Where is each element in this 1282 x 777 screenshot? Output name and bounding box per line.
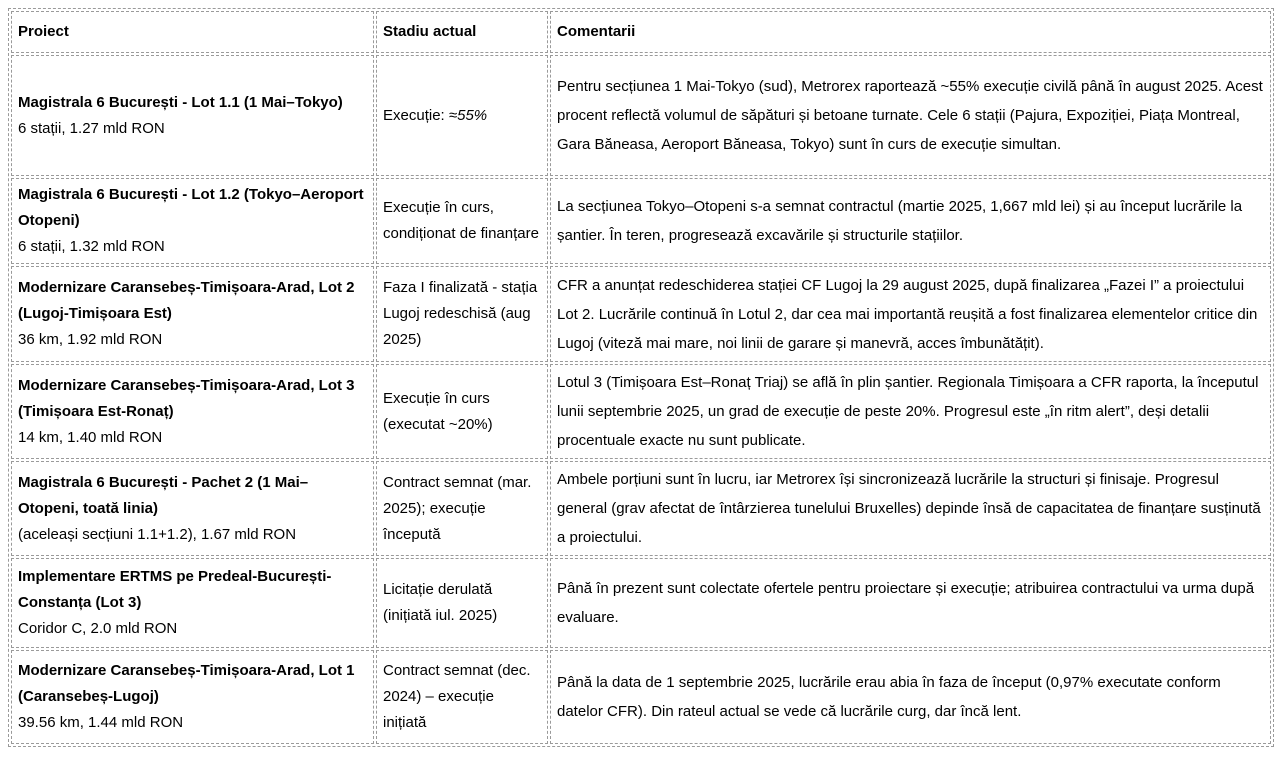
project-cell: [11, 558, 374, 648]
column-header-proiect: Proiect: [11, 11, 374, 53]
project-title: Modernizare Caransebeș-Timișoara-Arad, Lot 3 (Timișoara Est-Ronaț): [18, 376, 355, 420]
status-cell: Licitație derulată (inițiată iul. 2025): [376, 558, 548, 648]
project-subtitle: 36 km, 1.92 mld RON: [18, 331, 163, 348]
project-cell: [11, 364, 374, 459]
project-subtitle: 14 km, 1.40 mld RON: [18, 428, 163, 446]
status-cell: Execuție în curs (executat ~20%): [376, 364, 548, 459]
project-title: Modernizare Caransebeș-Timișoara-Arad, Lot 1 (Caransebeș-Lugoj): [18, 662, 355, 705]
table-row: [11, 461, 1271, 556]
project-title: Modernizare Caransebeș-Timișoara-Arad, Lot 2 (Lugoj-Timișoara Est): [18, 279, 355, 322]
project-subtitle: Coridor C, 2.0 mld RON: [18, 620, 178, 637]
comment-cell: La secțiunea Tokyo–Otopeni s-a semnat contractul (martie 2025, 1,667 mld lei) și au început lucrările la șantier. În teren, progresează excavările și structurile stațiilor.: [550, 178, 1271, 264]
table-row: [11, 55, 1271, 176]
comment-cell: Până la data de 1 septembrie 2025, lucrările erau abia în faza de început (0,97% executate conform datelor CFR). Din rateul actual se vede că lucrările curg, dar încă lent.: [550, 650, 1271, 744]
comment-cell: Până în prezent sunt colectate ofertele pentru proiectare și execuție; atribuirea contractului va urma după evaluare.: [550, 558, 1271, 648]
table-row: [11, 364, 1271, 459]
status-cell: Execuție în curs, condiționat de finanțare: [376, 178, 548, 264]
status-cell: [376, 55, 548, 176]
column-header-stadiu-actual: Stadiu actual: [376, 11, 548, 53]
project-cell: [11, 55, 374, 176]
project-subtitle: 39.56 km, 1.44 mld RON: [18, 714, 184, 731]
status-text-italic: ≈55%: [448, 106, 488, 124]
comment-cell: Pentru secțiunea 1 Mai-Tokyo (sud), Metrorex raportează ~55% execuție civilă până în august 2025. Acest procent reflectă volumul de săpături și betoane turnate. Cele 6 stații (Pajura, Expoziției, Piața Montreal, Gara Băneasa, Aeroport Băneasa, Tokyo) sunt în curs de execuție simultan.: [550, 55, 1271, 176]
table-row: [11, 266, 1271, 362]
comment-cell: CFR a anunțat redeschiderea stației CF Lugoj la 29 august 2025, după finalizarea „Fazei I” a proiectului Lot 2. Lucrările continuă în Lotul 2, dar cea mai importantă reușită a fost finalizarea elementelor critice din Lugoj (viteză mai mare, noi linii de garare și manevră, acces îmbunătățit).: [550, 266, 1271, 362]
status-text: Execuție:: [383, 106, 449, 124]
column-header-comentarii: Comentarii: [550, 11, 1271, 53]
table-header-row: [11, 11, 1271, 53]
table-row: [11, 178, 1271, 264]
project-cell: [11, 178, 374, 264]
project-title: Magistrala 6 București - Lot 1.1 (1 Mai–Tokyo): [18, 93, 343, 111]
project-cell: [11, 461, 374, 556]
table-row: [11, 558, 1271, 648]
project-cell: [11, 650, 374, 744]
comment-cell: Lotul 3 (Timișoara Est–Ronaț Triaj) se află în plin șantier. Regionala Timișoara a CFR raporta, la începutul lunii septembrie 2025, un grad de execuție de peste 20%. Progresul este „în ritm alert”, deși detalii procentuale exacte nu sunt publicate.: [550, 364, 1271, 459]
project-cell: [11, 266, 374, 362]
project-title: Magistrala 6 București - Pachet 2 (1 Mai–Otopeni, toată linia): [18, 473, 309, 517]
project-subtitle: (aceleași secțiuni 1.1+1.2), 1.67 mld RON: [18, 525, 297, 543]
comment-cell: Ambele porțiuni sunt în lucru, iar Metrorex își sincronizează lucrările la structuri și finisaje. Progresul general (grav afectat de întârzierea tunelului Bruxelles) depinde însă de capacitatea de finanțare susținută a proiectului.: [550, 461, 1271, 556]
project-subtitle: 6 stații, 1.32 mld RON: [18, 238, 165, 255]
project-title: Implementare ERTMS pe Predeal-București-Constanța (Lot 3): [18, 568, 332, 611]
project-title: Magistrala 6 București - Lot 1.2 (Tokyo–Aeroport Otopeni): [18, 186, 364, 229]
status-cell: Contract semnat (mar. 2025); execuție începută: [376, 461, 548, 556]
status-cell: Faza I finalizată - stația Lugoj redeschisă (aug 2025): [376, 266, 548, 362]
status-cell: Contract semnat (dec. 2024) – execuție inițiată: [376, 650, 548, 744]
projects-status-table: [8, 8, 1274, 747]
table-row: [11, 650, 1271, 744]
project-subtitle: 6 stații, 1.27 mld RON: [18, 119, 165, 137]
